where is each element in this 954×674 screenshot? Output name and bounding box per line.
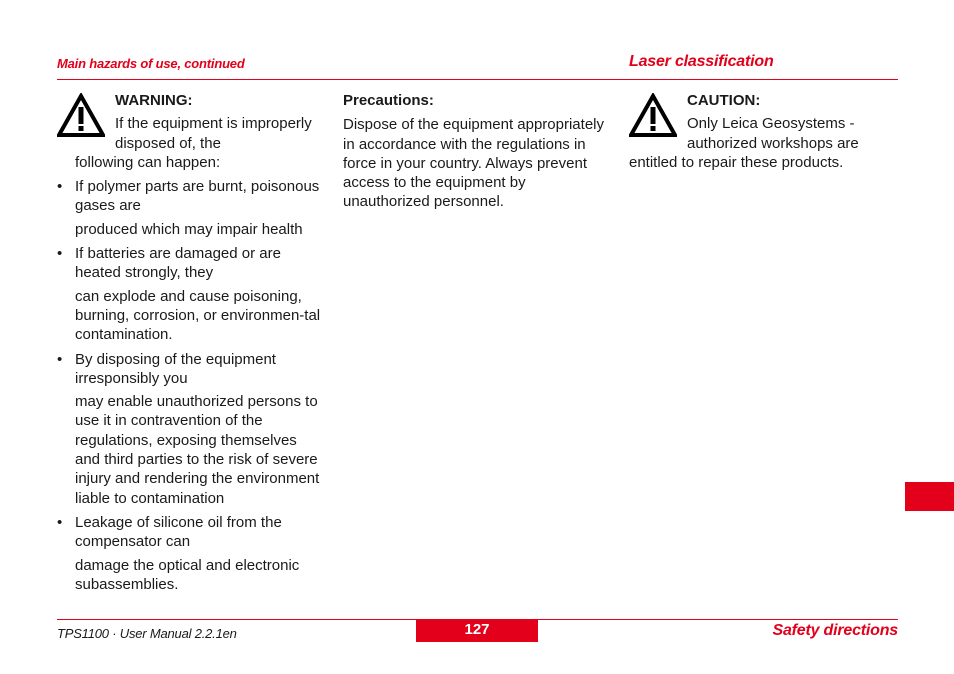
caution-block xyxy=(629,91,894,172)
hazard-lead: Leakage of silicone oil from the compensator can xyxy=(75,513,282,551)
list-item xyxy=(57,513,325,594)
footer-chapter-title: Safety directions xyxy=(772,622,898,639)
caution-label: CAUTION: xyxy=(687,92,761,109)
column-precautions xyxy=(343,91,608,212)
warning-triangle-icon xyxy=(57,93,105,137)
bullet-icon: • xyxy=(57,245,63,263)
warning-label: WARNING: xyxy=(115,92,193,109)
hazard-list xyxy=(57,177,325,594)
caution-triangle-icon xyxy=(629,93,677,137)
hazard-consequence: can explode and cause poisoning, burning, corrosion, or environmen-tal contamination. xyxy=(75,287,321,344)
column-hazards xyxy=(57,91,325,599)
precautions-heading: Precautions: xyxy=(343,92,434,109)
hazard-consequence: damage the optical and electronic subassemblies. xyxy=(75,556,300,593)
warning-intro: If the equipment is improperly disposed of, the xyxy=(115,115,312,152)
hazard-lead: If polymer parts are burnt, poisonous gases are xyxy=(75,178,320,215)
running-header-right: Laser classification xyxy=(629,53,774,70)
list-item xyxy=(57,350,325,508)
column-laser xyxy=(629,91,894,172)
bullet-icon: • xyxy=(57,350,63,368)
precautions-body: Dispose of the equipment appropriately in accordance with the regulations in force in your country. Always prevent access to the equipment by unauthorized personnel. xyxy=(343,116,604,211)
caution-body: Only Leica Geosystems - authorized workshops are xyxy=(687,115,859,152)
hazard-consequence: produced which may impair health xyxy=(75,220,303,238)
warning-block xyxy=(57,91,325,172)
hazard-lead: By disposing of the equipment irresponsibly you xyxy=(75,350,276,387)
list-item xyxy=(57,177,325,239)
chapter-tab xyxy=(905,482,954,511)
bullet-icon: • xyxy=(57,513,63,531)
running-header-left: Main hazards of use, continued xyxy=(57,56,245,71)
hazard-lead: If batteries are damaged or are heated strongly, they xyxy=(75,245,281,282)
page-number: 127 xyxy=(416,620,538,642)
list-item xyxy=(57,244,325,344)
header-rule xyxy=(57,79,898,80)
warning-intro-tail: following can happen: xyxy=(75,153,221,171)
caution-body-tail: entitled to repair these products. xyxy=(629,153,844,171)
bullet-icon: • xyxy=(57,178,63,196)
hazard-consequence: may enable unauthorized persons to use it in contravention of the regulations, exposing themselves and third parties to the risk of severe injury and rendering the environment liable to contamination xyxy=(75,393,320,507)
footer-manual-title: TPS1100 · User Manual 2.2.1en xyxy=(57,626,237,641)
